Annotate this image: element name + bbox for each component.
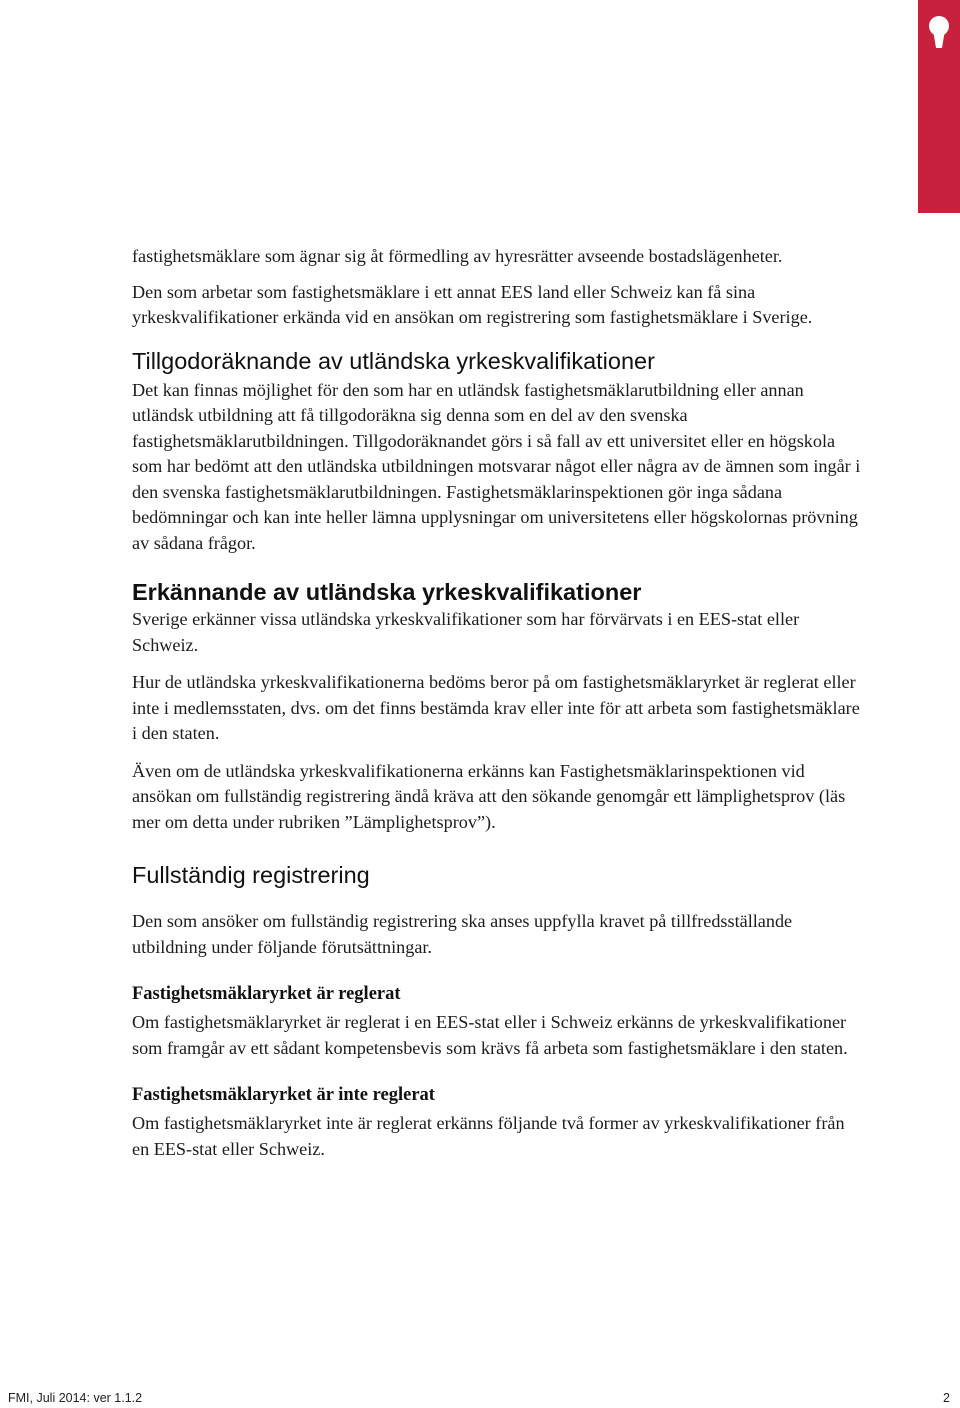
heading-fullstandig-registrering: Fullständig registrering (132, 862, 370, 888)
paragraph-inte-reglerat: Om fastighetsmäklaryrket inte är reglerat erkänns följande två former av yrkeskvalifikationer från en EES-stat eller Schweiz. (132, 1113, 845, 1159)
page-body (132, 244, 862, 1162)
paragraph-lamplighetsprov: Även om de utländska yrkeskvalifikationerna erkänns kan Fastighetsmäklarinspektionen vid ansökan om fullständig registrering ändå kräva att den sökande genomgår ett lämplighetsprov (läs mer om detta under rubriken ”Lämplighetsprov”). (132, 760, 846, 832)
footer-version: FMI, Juli 2014: ver 1.1.2 (8, 1391, 143, 1405)
heading-erkannande: Erkännande av utländska yrkeskvalifikationer (132, 579, 642, 605)
heading-reglerat: Fastighetsmäklaryrket är reglerat (132, 984, 401, 1004)
page-number: 2 (943, 1391, 950, 1405)
paragraph-ees-schweiz: Den som arbetar som fastighetsmäklare i ett annat EES land eller Schweiz kan få sina yrkeskvalifikationer erkända vid en ansökan om registrering som fastighetsmäklare i Sverige. (132, 281, 813, 327)
keyhole-icon (927, 16, 951, 50)
paragraph-sverige-erkanner: Sverige erkänner vissa utländska yrkeskvalifikationer som har förvärvats i en EES-stat eller Schweiz. (132, 609, 800, 655)
brand-tab (918, 0, 960, 213)
paragraph-tillgodoraknande: Det kan finnas möjlighet för den som har en utländsk fastighetsmäklarutbildning eller annan utländsk utbildning att få tillgodoräkna sig denna som en del av den svenska fastighetsmäklarutbildningen. Tillgodoräknandet görs i så fall av ett universitet eller en högskola som har bedömt att den utländska utbildningen motsvarar något eller några av de ämnen som ingår i den svenska fastighetsmäklarutbildningen. Fastighetsmäklarinspektionen gör inga sådana bedömningar och kan inte heller lämna upplysningar om universitetens eller högskolornas prövning av sådana frågor. (132, 379, 861, 553)
paragraph-continued: fastighetsmäklare som ägnar sig åt förmedling av hyresrätter avseende bostadslägenheter. (132, 246, 783, 266)
paragraph-forutsattningar: Den som ansöker om fullständig registrering ska anses uppfylla kravet på tillfredsställande utbildning under följande förutsättningar. (132, 911, 793, 957)
paragraph-reglerat: Om fastighetsmäklaryrket är reglerat i en EES-stat eller i Schweiz erkänns de yrkeskvalifikationer som framgår av ett sådant kompetensbevis som krävs få arbeta som fastighetsmäklare i den staten. (132, 1012, 848, 1058)
heading-tillgodoraknande: Tillgodoräknande av utländska yrkeskvalifikationer (132, 347, 655, 374)
heading-inte-reglerat: Fastighetsmäklaryrket är inte reglerat (132, 1085, 435, 1105)
paragraph-bedomning: Hur de utländska yrkeskvalifikationerna bedöms beror på om fastighetsmäklaryrket är reglerat eller inte i medlemsstaten, dvs. om det finns bestämda krav eller inte för att arbeta som fastighetsmäklare i den staten. (132, 672, 860, 743)
